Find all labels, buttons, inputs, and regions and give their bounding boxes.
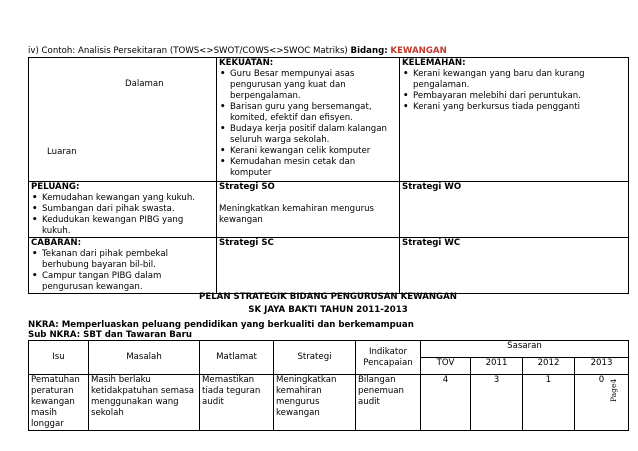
- peluang-item: • Kemudahan kewangan yang kukuh.: [31, 193, 214, 204]
- sub-nkra-line: Sub NKRA: SBT dan Tawaran Baru: [28, 330, 192, 340]
- cell-isu: Pematuhan peraturan kewangan masih longgar: [29, 375, 89, 431]
- strategi-so-text: Meningkatkan kemahiran mengurus kewangan: [219, 204, 375, 225]
- plan-title: PELAN STRATEGIK BIDANG PENGURUSAN KEWANGAN: [199, 292, 457, 302]
- label-luaran: Luaran: [47, 147, 77, 157]
- header-tov: TOV: [421, 358, 471, 375]
- cell-2011: 3: [471, 375, 523, 431]
- strategi-so-label: Strategi SO: [219, 182, 275, 192]
- header-2011: 2011: [471, 358, 523, 375]
- kelemahan-item: • Kerani yang berkursus tiada pengganti: [402, 102, 626, 113]
- matrix-row-peluang: [29, 182, 629, 238]
- strategi-wc-label: Strategi WC: [402, 238, 461, 248]
- cell-peluang: [29, 182, 217, 238]
- kekuatan-label: KEKUATAN:: [219, 58, 274, 68]
- header-row-1: [29, 341, 629, 358]
- peluang-label: PELUANG:: [31, 182, 80, 192]
- strategi-sc-label: Strategi SC: [219, 238, 274, 248]
- cell-masalah: Masih berlaku ketidakpatuhan semasa menggunakan wang sekolah: [89, 375, 200, 431]
- cell-matlamat: Memastikan tiada teguran audit: [200, 375, 274, 431]
- section-heading: [28, 46, 628, 57]
- plan-subtitle: SK JAYA BAKTI TAHUN 2011-2013: [248, 305, 408, 315]
- strategy-table: [28, 340, 629, 431]
- kekuatan-item: • Kerani kewangan celik komputer: [219, 146, 397, 157]
- cell-kelemahan: [400, 58, 629, 182]
- cell-dalaman-luaran: [29, 58, 217, 182]
- kelemahan-list: [402, 69, 626, 113]
- kelemahan-item: • Kerani kewangan yang baru dan kurang pengalaman.: [402, 69, 626, 91]
- cabaran-list: [31, 249, 214, 293]
- kekuatan-item: • Kemudahan mesin cetak dan komputer: [219, 157, 397, 179]
- nkra-line: NKRA: Memperluaskan peluang pendidikan yang berkualiti dan berkemampuan: [28, 320, 414, 330]
- kelemahan-label: KELEMAHAN:: [402, 58, 466, 68]
- cell-2013: 0: [575, 375, 629, 431]
- header-matlamat: Matlamat: [200, 341, 274, 375]
- cabaran-item: • Tekanan dari pihak pembekal berhubung bayaran bil-bil.: [31, 249, 214, 271]
- bidang-value: KEWANGAN: [390, 46, 447, 56]
- kelemahan-item: • Pembayaran melebihi dari peruntukan.: [402, 91, 626, 102]
- peluang-item: • Kedudukan kewangan PIBG yang kukuh.: [31, 215, 214, 237]
- cell-cabaran: [29, 238, 217, 294]
- cell-strategi-so: [217, 182, 400, 238]
- header-sasaran: Sasaran: [421, 341, 629, 358]
- cabaran-item: • Campur tangan PIBG dalam pengurusan kewangan.: [31, 271, 214, 293]
- cell-kekuatan: [217, 58, 400, 182]
- header-2013: 2013: [575, 358, 629, 375]
- cell-strategi-sc: [217, 238, 400, 294]
- cell-strategi-wo: [400, 182, 629, 238]
- bidang-label: Bidang:: [350, 46, 388, 56]
- header-isu: Isu: [29, 341, 89, 375]
- page-number: Page4: [609, 378, 618, 402]
- kekuatan-item: • Barisan guru yang bersemangat, komited, efektif dan efisyen.: [219, 102, 397, 124]
- header-indikator: Indikator Pencapaian: [356, 341, 421, 375]
- table-row: [29, 375, 629, 431]
- peluang-list: [31, 193, 214, 237]
- cabaran-label: CABARAN:: [31, 238, 82, 248]
- label-dalaman: Dalaman: [125, 79, 164, 89]
- header-strategi: Strategi: [274, 341, 356, 375]
- kekuatan-item: • Guru Besar mempunyai asas pengurusan yang kuat dan berpengalaman.: [219, 69, 397, 102]
- cell-indikator: Bilangan penemuan audit: [356, 375, 421, 431]
- header-2012: 2012: [523, 358, 575, 375]
- tows-matrix: [28, 57, 629, 294]
- cell-2012: 1: [523, 375, 575, 431]
- heading-prefix: iv) Contoh: Analisis Persekitaran (TOWS<>SWOT/COWS<>SWOC Matriks): [28, 46, 351, 56]
- matrix-row-cabaran: [29, 238, 629, 294]
- strategi-wo-label: Strategi WO: [402, 182, 462, 192]
- cell-tov: 4: [421, 375, 471, 431]
- peluang-item: • Sumbangan dari pihak swasta.: [31, 204, 214, 215]
- matrix-row-internal: [29, 58, 629, 182]
- cell-strategi-wc: [400, 238, 629, 294]
- kekuatan-item: • Budaya kerja positif dalam kalangan seluruh warga sekolah.: [219, 124, 397, 146]
- header-masalah: Masalah: [89, 341, 200, 375]
- kekuatan-list: [219, 69, 397, 179]
- cell-strategi: Meningkatkan kemahiran mengurus kewangan: [274, 375, 356, 431]
